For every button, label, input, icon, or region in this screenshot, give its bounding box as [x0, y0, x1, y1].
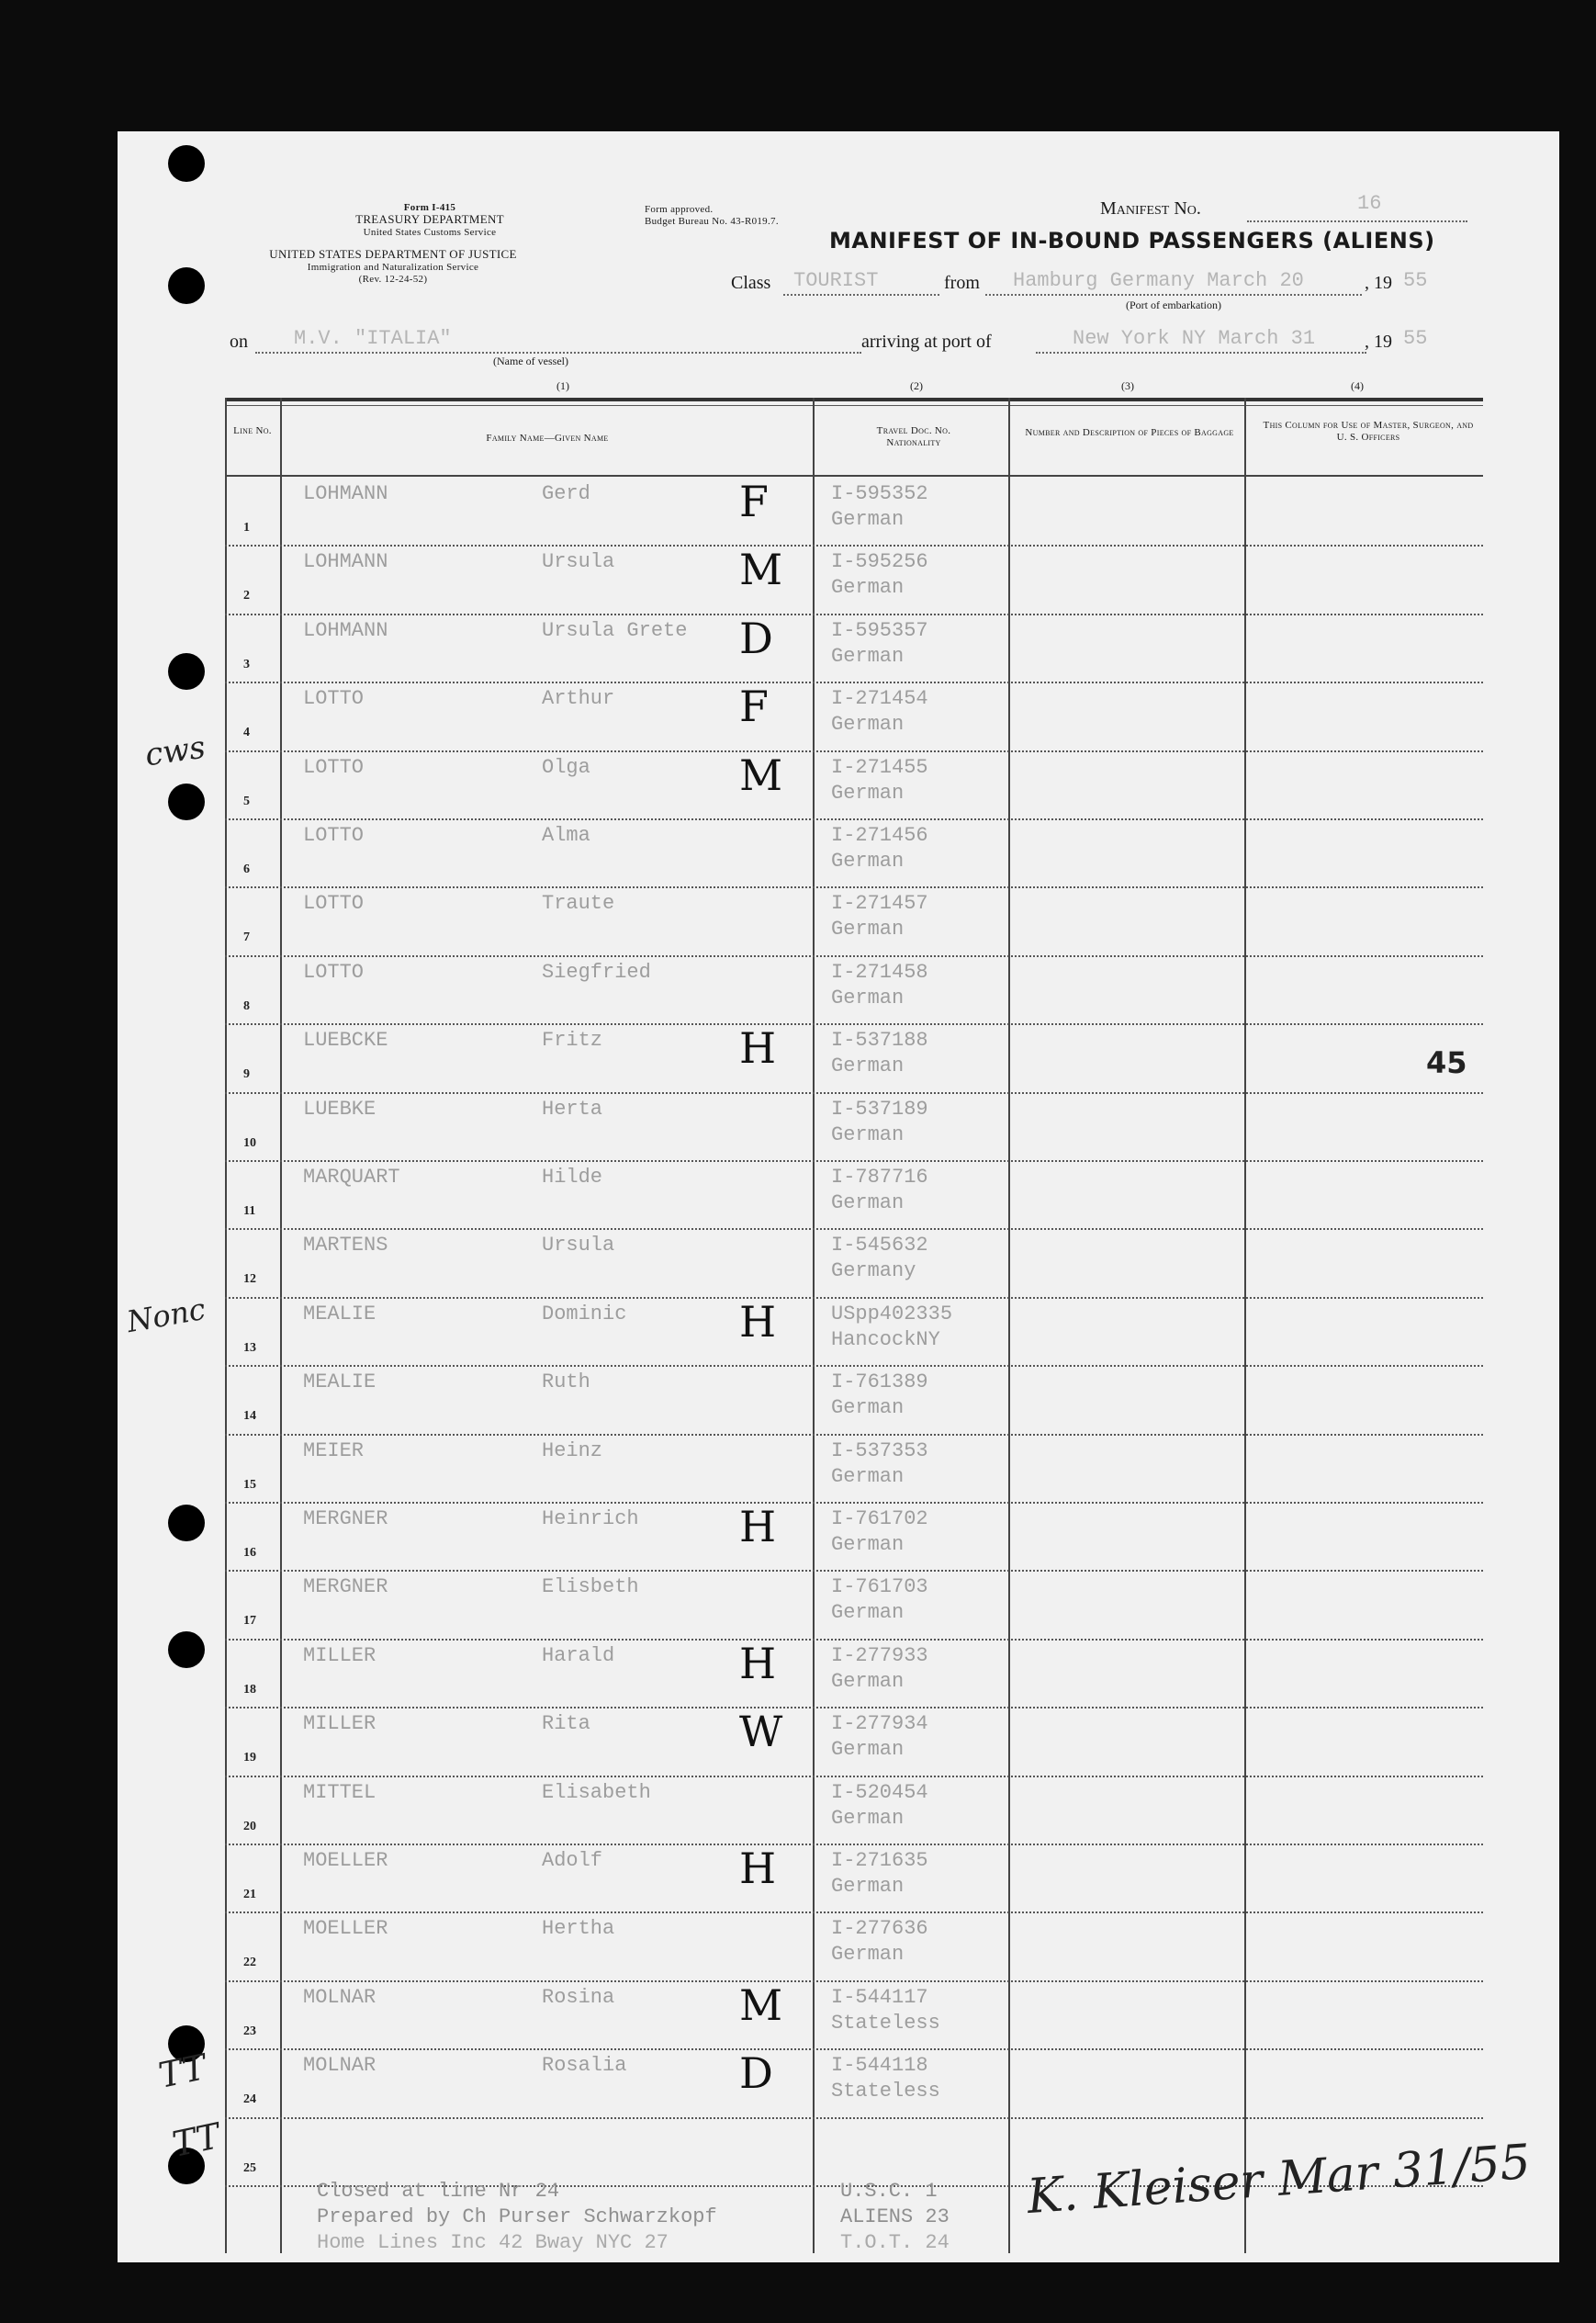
- family-name: MARQUART: [303, 1166, 400, 1189]
- nationality: German: [831, 1191, 905, 1214]
- line-number: 22: [243, 1956, 256, 1970]
- given-name: Alma: [542, 824, 590, 847]
- manifest-page: [118, 131, 1559, 2262]
- given-name: Ursula: [542, 1234, 615, 1257]
- given-name: Gerd: [542, 482, 590, 505]
- family-name: LOHMANN: [303, 550, 388, 574]
- table-row: [225, 1502, 1483, 1504]
- line-number: 9: [243, 1067, 250, 1082]
- given-name: Herta: [542, 1097, 603, 1121]
- given-name: Heinz: [542, 1438, 603, 1462]
- travel-doc-number: I-537353: [831, 1438, 928, 1462]
- given-name: Ursula: [542, 550, 615, 574]
- table-row: [225, 955, 1483, 957]
- family-name: LOHMANN: [303, 482, 388, 505]
- nationality: German: [831, 644, 905, 668]
- relationship-mark: F: [739, 682, 769, 732]
- table-row: [225, 1228, 1483, 1230]
- table-row: [225, 1911, 1483, 1913]
- header-line-no: Line No.: [233, 425, 272, 436]
- travel-doc-number: I-545632: [831, 1234, 928, 1257]
- given-name: Harald: [542, 1643, 615, 1667]
- line-number: 18: [243, 1682, 256, 1697]
- relationship-mark: D: [739, 2048, 773, 2099]
- family-name: LOTTO: [303, 687, 365, 711]
- line-number: 10: [243, 1135, 256, 1150]
- margin-note-tt: TT: [154, 2047, 210, 2096]
- nationality: German: [831, 1669, 905, 1693]
- given-name: Elisbeth: [542, 1575, 639, 1599]
- header-bottom-rule: [225, 475, 1483, 477]
- table-row: [225, 818, 1483, 820]
- given-name: Hertha: [542, 1917, 615, 1941]
- relationship-mark: H: [739, 1844, 777, 1893]
- family-name: LOHMANN: [303, 618, 388, 642]
- officer-signature: K. Kleiser Mar 31/55: [1025, 2134, 1533, 2226]
- nationality: German: [831, 1738, 905, 1762]
- family-name: MOELLER: [303, 1849, 388, 1872]
- nationality: German: [831, 508, 905, 531]
- given-name: Olga: [542, 755, 590, 779]
- travel-doc-number: I-595256: [831, 550, 928, 574]
- col-number-2: (2): [910, 379, 923, 392]
- line-number: 16: [243, 1546, 256, 1560]
- nationality: German: [831, 1943, 905, 1967]
- nationality: German: [831, 1533, 905, 1556]
- travel-doc-number: I-761702: [831, 1507, 928, 1530]
- manifest-no-value: 16: [1357, 192, 1382, 215]
- arrival-line: [1036, 352, 1366, 354]
- given-name: Fritz: [542, 1029, 603, 1053]
- margin-note-tt-2: TT: [168, 2115, 224, 2165]
- year-value-2: 55: [1403, 327, 1428, 350]
- punch-hole: [168, 653, 205, 690]
- relationship-mark: H: [739, 1296, 777, 1347]
- nationality: German: [831, 1601, 905, 1625]
- family-name: MILLER: [303, 1643, 377, 1667]
- line-number: 21: [243, 1888, 256, 1901]
- table-row: [225, 750, 1483, 752]
- line-number: 8: [243, 998, 250, 1013]
- given-name: Hilde: [542, 1166, 603, 1189]
- col-number-4: (4): [1351, 379, 1364, 392]
- col-number-1: (1): [556, 379, 569, 392]
- table-top-rule-thin: [225, 405, 1483, 406]
- from-value: Hamburg Germany March 20: [1013, 269, 1304, 292]
- table-row: [225, 545, 1483, 547]
- line-number: 23: [243, 2024, 256, 2038]
- line-number: 4: [243, 726, 250, 740]
- line-number: 5: [243, 794, 250, 808]
- line-number: 7: [243, 930, 250, 945]
- table-row: [225, 1160, 1483, 1162]
- class-label: Class: [731, 273, 771, 293]
- travel-doc-number: I-595352: [831, 482, 928, 505]
- given-name: Ursula Grete: [542, 618, 688, 642]
- table-row: [225, 886, 1483, 888]
- arriving-label: arriving at port of: [861, 332, 992, 352]
- relationship-mark: M: [739, 545, 783, 595]
- header-officers: This Column for Use of Master, Surgeon, and U. S. Officers: [1263, 420, 1474, 443]
- line-number: 15: [243, 1477, 256, 1492]
- nationality: German: [831, 1054, 905, 1078]
- family-name: MOELLER: [303, 1917, 388, 1941]
- travel-doc-number: I-544118: [831, 2054, 928, 2078]
- table-row: [225, 2117, 1483, 2119]
- class-value: TOURIST: [793, 269, 879, 292]
- baggage-col-rule: [1244, 398, 1246, 2253]
- given-name: Elisabeth: [542, 1780, 651, 1804]
- family-name: LUEBKE: [303, 1097, 377, 1121]
- nationality: HancockNY: [831, 1327, 940, 1351]
- punch-hole: [168, 145, 205, 182]
- vessel-caption: (Name of vessel): [493, 355, 568, 367]
- punch-hole: [168, 1505, 205, 1541]
- footer-closed: Closed at line Nr 24: [317, 2180, 560, 2203]
- nationality: German: [831, 850, 905, 873]
- year-prefix-1: , 19: [1365, 273, 1392, 293]
- family-name: MERGNER: [303, 1575, 388, 1599]
- table-row: [225, 1023, 1483, 1025]
- travel-doc-number: I-271635: [831, 1849, 928, 1872]
- relationship-mark: F: [739, 477, 769, 526]
- given-name: Adolf: [542, 1849, 603, 1872]
- family-name: MEALIE: [303, 1370, 377, 1394]
- arrival-value: New York NY March 31: [1073, 327, 1316, 350]
- travel-doc-number: I-761703: [831, 1575, 928, 1599]
- relationship-mark: D: [739, 613, 773, 663]
- travel-doc-number: I-537189: [831, 1097, 928, 1121]
- family-name: LOTTO: [303, 824, 365, 847]
- nationality: German: [831, 1806, 905, 1830]
- line-number: 12: [243, 1272, 256, 1287]
- customs-service: United States Customs Service: [363, 227, 497, 238]
- relationship-mark: W: [739, 1707, 783, 1757]
- family-name: MERGNER: [303, 1507, 388, 1530]
- relationship-mark: H: [739, 1638, 777, 1688]
- header-baggage: Number and Description of Pieces of Baggage: [1025, 427, 1234, 438]
- family-name: MEIER: [303, 1438, 365, 1462]
- given-name: Dominic: [542, 1302, 627, 1325]
- manifest-no-line: [1247, 220, 1467, 222]
- on-label: on: [230, 332, 248, 352]
- travel-doc-number: USpp402335: [831, 1302, 953, 1325]
- family-name: LOTTO: [303, 892, 365, 916]
- line-col-rule: [280, 398, 282, 2253]
- punch-hole: [168, 1631, 205, 1668]
- given-name: Rosina: [542, 1985, 615, 2009]
- justice-dept: UNITED STATES DEPARTMENT OF JUSTICE: [269, 247, 517, 261]
- given-name: Ruth: [542, 1370, 590, 1394]
- form-number: Form I-415: [403, 202, 456, 213]
- relationship-mark: M: [739, 1979, 783, 2030]
- vessel-name: M.V. "ITALIA": [294, 327, 452, 350]
- manifest-title: MANIFEST OF IN-BOUND PASSENGERS (ALIENS): [829, 228, 1435, 254]
- table-row: [225, 1980, 1483, 1982]
- table-row: [225, 1434, 1483, 1436]
- table-top-rule: [225, 398, 1483, 401]
- family-name: MEALIE: [303, 1302, 377, 1325]
- table-row: [225, 1776, 1483, 1777]
- table-left-rule: [225, 398, 227, 2253]
- family-name: LUEBCKE: [303, 1029, 388, 1053]
- line-number: 11: [243, 1204, 256, 1218]
- class-line: [783, 294, 939, 296]
- ins-service: Immigration and Naturalization Service: [307, 262, 479, 273]
- table-row: [225, 682, 1483, 683]
- table-row: [225, 1570, 1483, 1572]
- footer-total: T.O.T. 24: [840, 2231, 950, 2254]
- nationality: German: [831, 1396, 905, 1420]
- given-name: Rita: [542, 1712, 590, 1736]
- given-name: Arthur: [542, 687, 615, 711]
- table-row: [225, 1365, 1483, 1367]
- line-number: 3: [243, 657, 250, 671]
- travel-doc-number: I-271458: [831, 960, 928, 984]
- travel-doc-number: I-544117: [831, 1985, 928, 2009]
- table-row: [225, 1639, 1483, 1641]
- punch-hole: [168, 267, 205, 304]
- nationality: German: [831, 918, 905, 942]
- line-number: 13: [243, 1340, 256, 1355]
- col-number-3: (3): [1121, 379, 1134, 392]
- table-row: [225, 1844, 1483, 1845]
- given-name: Siegfried: [542, 960, 651, 984]
- nationality: German: [831, 1122, 905, 1146]
- travel-doc-number: I-271456: [831, 824, 928, 847]
- from-line: [985, 294, 1362, 296]
- line-number: 17: [243, 1614, 256, 1629]
- vessel-line: [255, 352, 861, 354]
- line-number: 24: [243, 2092, 256, 2107]
- family-name: LOTTO: [303, 755, 365, 779]
- officer-count: 45: [1426, 1045, 1467, 1080]
- footer-aliens: ALIENS 23: [840, 2205, 950, 2228]
- line-number: 25: [243, 2160, 256, 2175]
- header-travel-doc: Travel Doc. No. Nationality: [876, 425, 951, 448]
- budget-bureau: Budget Bureau No. 43-R019.7.: [645, 216, 779, 227]
- table-row: [225, 1297, 1483, 1299]
- given-name: Rosalia: [542, 2054, 627, 2078]
- travel-doc-number: I-271457: [831, 892, 928, 916]
- nationality: German: [831, 781, 905, 805]
- treasury-dept: TREASURY DEPARTMENT: [355, 212, 504, 226]
- travel-doc-number: I-595357: [831, 618, 928, 642]
- header-name: Family Name—Given Name: [486, 433, 609, 444]
- family-name: MOLNAR: [303, 2054, 377, 2078]
- relationship-mark: M: [739, 750, 783, 800]
- table-row: [225, 2048, 1483, 2050]
- travel-doc-number: I-520454: [831, 1780, 928, 1804]
- line-number: 6: [243, 863, 250, 876]
- nationality: German: [831, 986, 905, 1009]
- given-name: Traute: [542, 892, 615, 916]
- year-prefix-2: , 19: [1365, 332, 1392, 352]
- family-name: MILLER: [303, 1712, 377, 1736]
- travel-doc-number: I-271454: [831, 687, 928, 711]
- footer-home-lines: Home Lines Inc 42 Bway NYC 27: [317, 2231, 669, 2254]
- line-number: 19: [243, 1751, 256, 1765]
- travel-doc-number: I-277934: [831, 1712, 928, 1736]
- table-row: [225, 614, 1483, 615]
- relationship-mark: H: [739, 1502, 777, 1551]
- nationality: German: [831, 713, 905, 737]
- travel-doc-number: I-271455: [831, 755, 928, 779]
- year-value-1: 55: [1403, 269, 1428, 292]
- line-number: 1: [243, 521, 250, 535]
- nationality: German: [831, 1464, 905, 1488]
- family-name: MITTEL: [303, 1780, 377, 1804]
- embark-caption: (Port of embarkation): [1126, 299, 1221, 311]
- line-number: 14: [243, 1409, 256, 1424]
- margin-note-nonc: Nonc: [124, 1291, 208, 1340]
- margin-note-cws: cws: [142, 728, 208, 774]
- punch-hole: [168, 784, 205, 820]
- footer-prepared: Prepared by Ch Purser Schwarzkopf: [317, 2205, 717, 2228]
- travel-col-rule: [1008, 398, 1010, 2253]
- travel-doc-number: I-537188: [831, 1029, 928, 1053]
- line-number: 2: [243, 589, 250, 603]
- travel-doc-number: I-277636: [831, 1917, 928, 1941]
- form-approved: Form approved.: [645, 204, 714, 215]
- nationality: German: [831, 576, 905, 600]
- manifest-no-label: Manifest No.: [1100, 198, 1201, 219]
- nationality: Stateless: [831, 2011, 940, 2035]
- nationality: Stateless: [831, 2080, 940, 2103]
- line-number: 20: [243, 1819, 256, 1833]
- footer-usc: U.S.C. 1: [840, 2180, 938, 2203]
- name-col-rule: [813, 398, 815, 2253]
- relationship-mark: H: [739, 1023, 777, 1074]
- travel-doc-number: I-761389: [831, 1370, 928, 1394]
- nationality: Germany: [831, 1259, 916, 1283]
- travel-doc-number: I-787716: [831, 1166, 928, 1189]
- nationality: German: [831, 1875, 905, 1898]
- table-row: [225, 1707, 1483, 1708]
- travel-doc-number: I-277933: [831, 1643, 928, 1667]
- from-label: from: [944, 273, 980, 293]
- passenger-table: [225, 398, 1483, 2253]
- given-name: Heinrich: [542, 1507, 639, 1530]
- revision: (Rev. 12-24-52): [358, 274, 428, 285]
- family-name: MARTENS: [303, 1234, 388, 1257]
- table-row: [225, 1092, 1483, 1094]
- family-name: MOLNAR: [303, 1985, 377, 2009]
- family-name: LOTTO: [303, 960, 365, 984]
